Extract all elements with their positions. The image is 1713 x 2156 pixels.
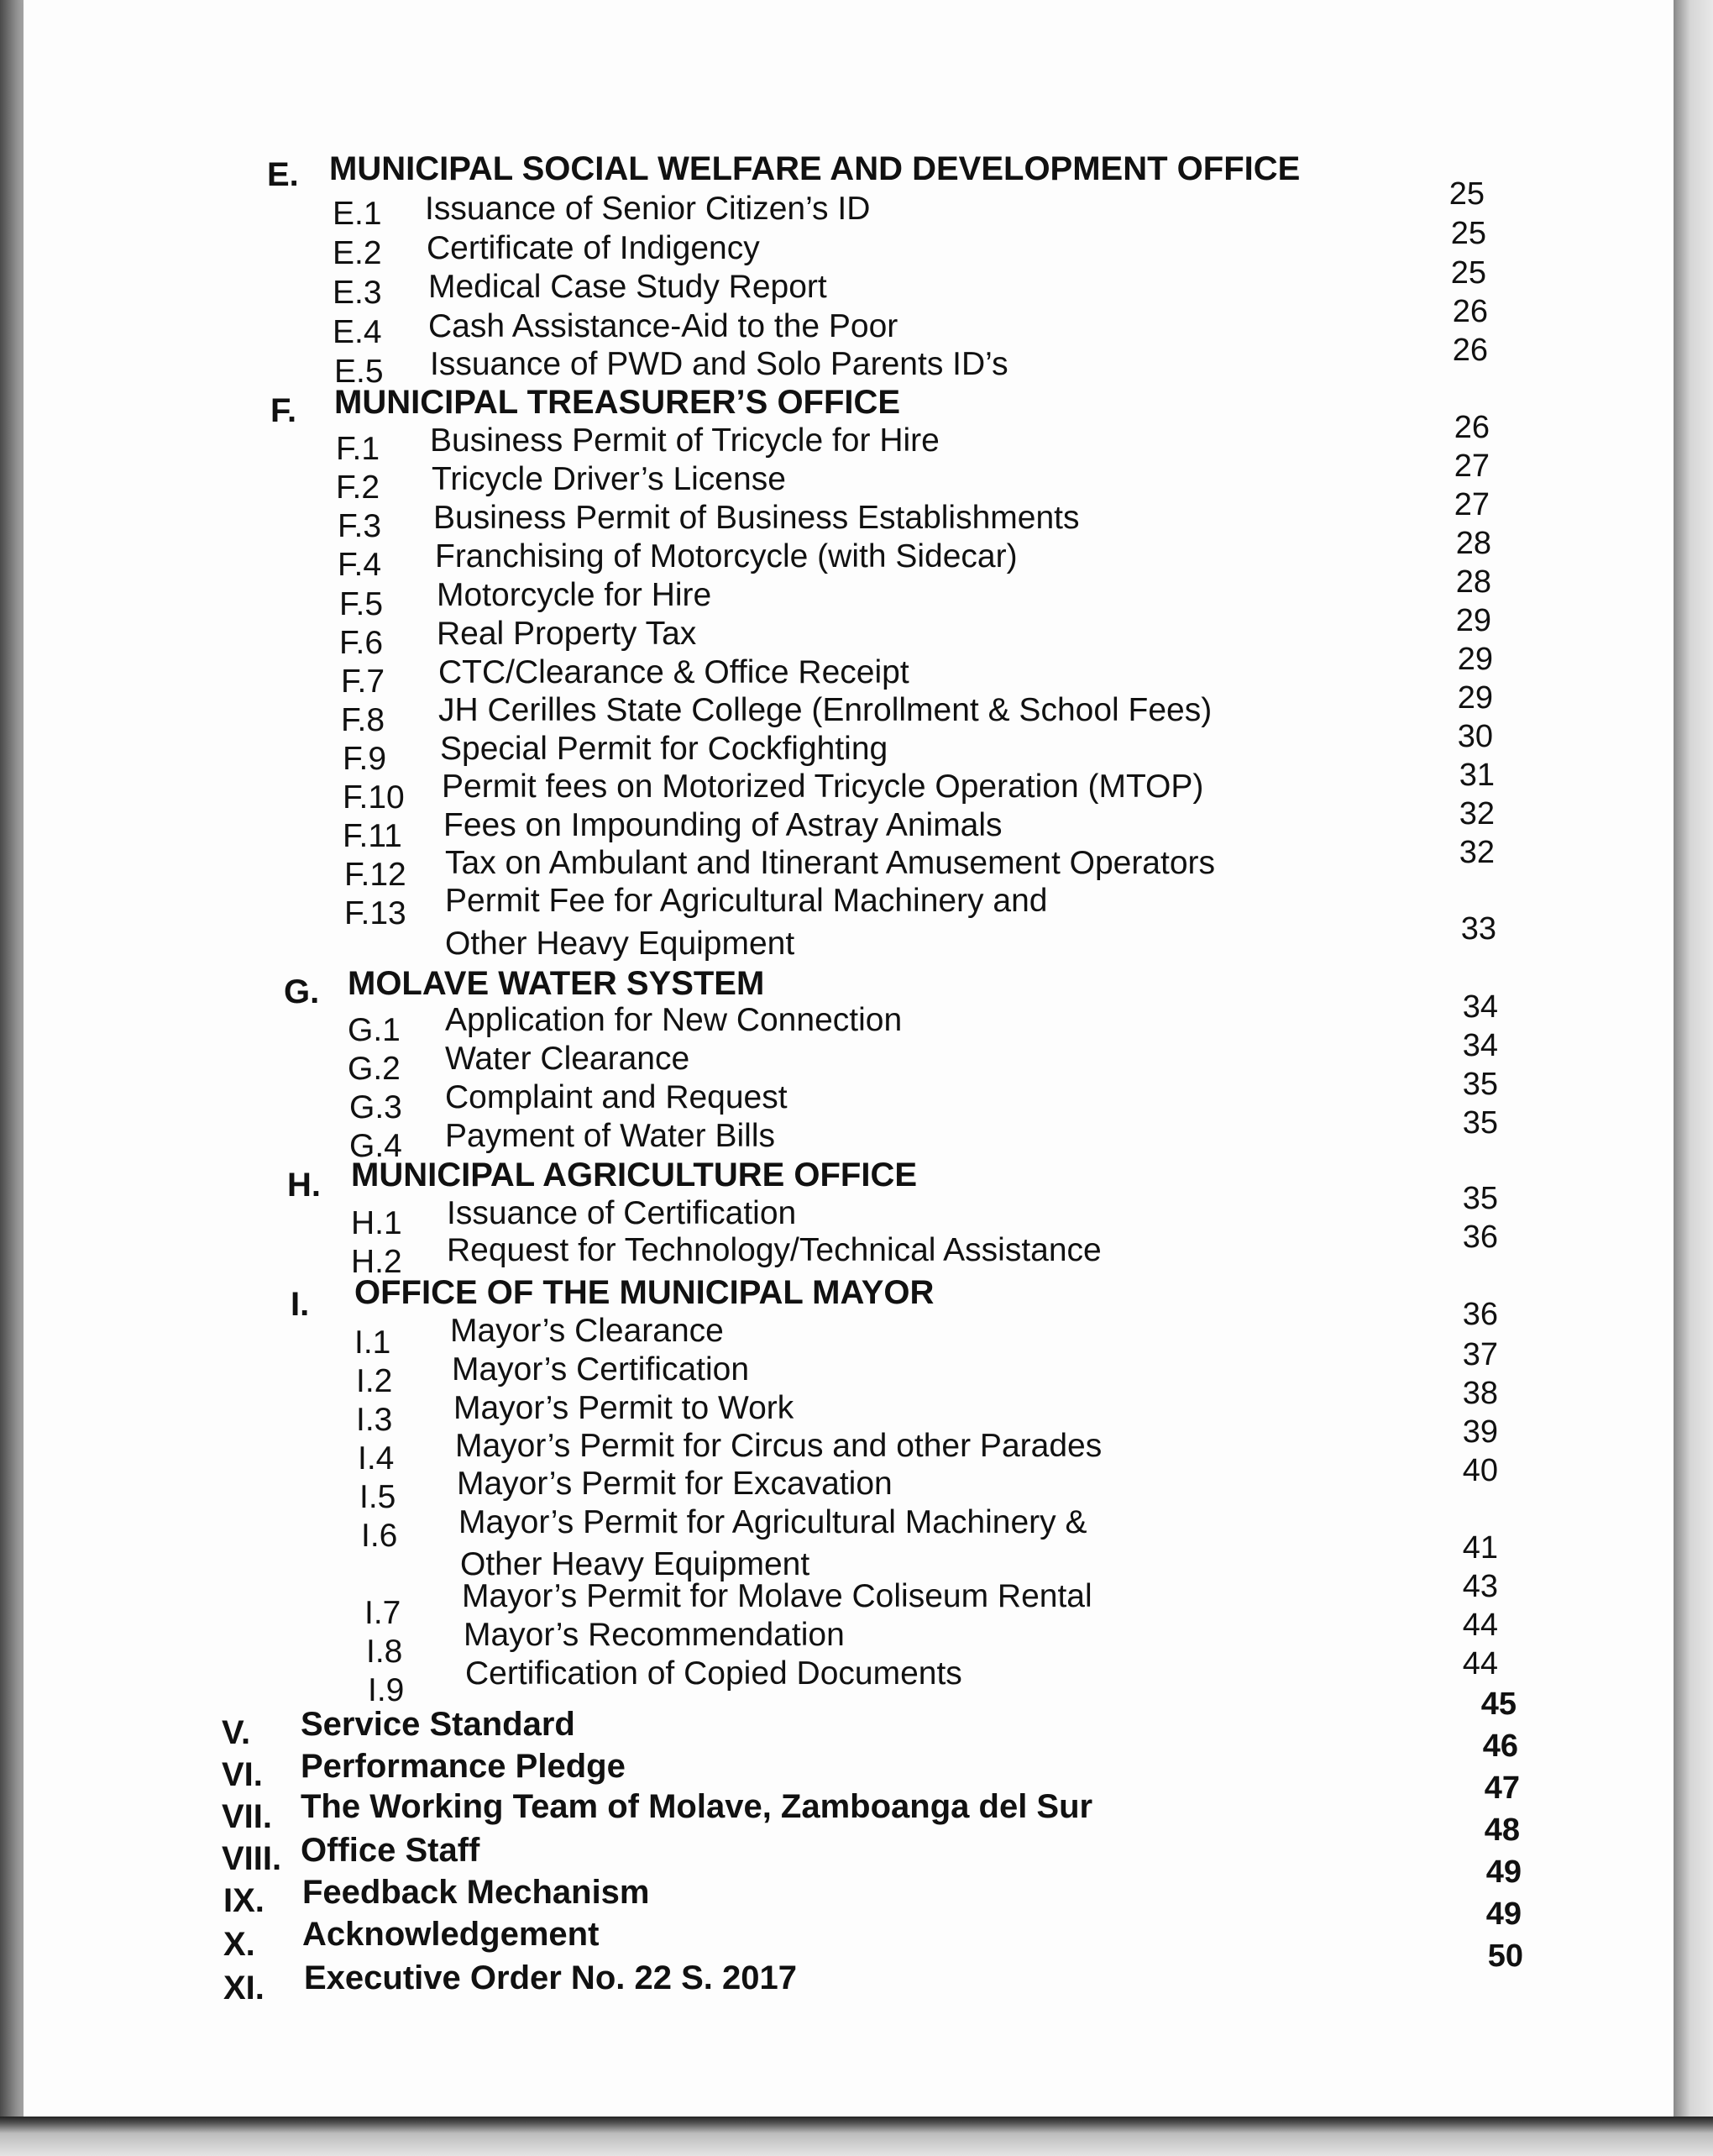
chapter-title: Service Standard: [301, 1706, 575, 1743]
item-code: F.9: [343, 741, 387, 777]
item-code: I.3: [356, 1402, 393, 1438]
item-label: Fees on Impounding of Astray Animals: [443, 807, 1003, 843]
section-title: MUNICIPAL TREASURER’S OFFICE: [334, 384, 901, 421]
item-label: Issuance of PWD and Solo Parents ID’s: [430, 346, 1008, 382]
page-number: 44: [1462, 1646, 1498, 1681]
chapter-numeral: V.: [222, 1714, 251, 1751]
chapter-title: The Working Team of Molave, Zamboanga del Sur: [301, 1788, 1093, 1825]
section-title: MUNICIPAL SOCIAL WELFARE AND DEVELOPMENT OFFICE: [329, 150, 1301, 187]
item-label: Real Property Tax: [437, 616, 697, 652]
item-code: F.13: [344, 895, 406, 931]
page-number: 34: [1462, 1028, 1498, 1063]
chapter-numeral: VII.: [222, 1798, 273, 1835]
page-shadow: [1674, 0, 1713, 2129]
page-number: 32: [1459, 835, 1495, 870]
page-number: 44: [1462, 1608, 1498, 1643]
item-code: I.9: [368, 1672, 405, 1708]
section-title: MOLAVE WATER SYSTEM: [348, 965, 765, 1002]
chapter-title: Feedback Mechanism: [302, 1874, 650, 1911]
section-title: OFFICE OF THE MUNICIPAL MAYOR: [354, 1274, 935, 1311]
chapter-numeral: IX.: [223, 1882, 265, 1919]
page-number: 25: [1448, 176, 1485, 212]
item-label: Certificate of Indigency: [427, 230, 760, 266]
page-number: 36: [1462, 1297, 1498, 1332]
page-number: 32: [1459, 796, 1495, 831]
page-number: 29: [1457, 642, 1493, 677]
page-number: 35: [1462, 1105, 1498, 1141]
item-label: Mayor’s Permit for Molave Coliseum Rental: [462, 1578, 1092, 1614]
item-code: F.7: [341, 664, 385, 700]
item-label: Mayor’s Permit for Agricultural Machinery &: [458, 1504, 1087, 1540]
item-label: Complaint and Request: [445, 1079, 788, 1115]
chapter-numeral: VI.: [222, 1756, 263, 1793]
item-code: F.5: [339, 586, 384, 622]
item-label: Mayor’s Clearance: [450, 1313, 724, 1349]
page-number: 26: [1452, 333, 1488, 368]
page-number: 29: [1457, 680, 1493, 716]
item-label: Certification of Copied Documents: [465, 1655, 962, 1692]
item-code: I.6: [361, 1518, 398, 1554]
item-label: Mayor’s Certification: [452, 1351, 750, 1387]
page-number: 38: [1462, 1376, 1498, 1411]
page-number: 49: [1485, 1854, 1522, 1890]
page-number: 27: [1454, 449, 1490, 484]
page-number: 49: [1485, 1896, 1522, 1932]
chapter-title: Office Staff: [301, 1832, 480, 1869]
item-code: F.6: [339, 625, 384, 661]
page-number: 50: [1487, 1938, 1523, 1974]
item-label: Special Permit for Cockfighting: [440, 731, 888, 767]
page-number: 31: [1459, 758, 1495, 793]
page-number: 29: [1455, 603, 1491, 638]
chapter-title: Acknowledgement: [302, 1916, 600, 1953]
page-number: 25: [1450, 255, 1486, 291]
page-number: 48: [1484, 1812, 1520, 1848]
toc-page: [24, 0, 1674, 2129]
item-code: F.4: [338, 547, 382, 583]
section-title: MUNICIPAL AGRICULTURE OFFICE: [351, 1157, 918, 1193]
section-letter: E.: [267, 156, 299, 193]
item-code: E.1: [333, 196, 382, 232]
page-number: 25: [1450, 216, 1486, 251]
item-label: Tricycle Driver’s License: [432, 461, 786, 497]
page-number: 37: [1462, 1337, 1498, 1372]
item-code: G.4: [349, 1128, 402, 1164]
item-label: Issuance of Senior Citizen’s ID: [425, 191, 871, 227]
page-number: 36: [1462, 1220, 1498, 1255]
item-code: I.2: [356, 1363, 393, 1399]
item-code: I.7: [364, 1595, 401, 1631]
page-number: 45: [1480, 1687, 1517, 1722]
item-label: Mayor’s Permit for Circus and other Parades: [455, 1428, 1103, 1464]
item-code: H.2: [351, 1244, 402, 1280]
page-number: 28: [1455, 526, 1491, 561]
item-label: Mayor’s Recommendation: [464, 1617, 845, 1653]
item-code: I.8: [366, 1634, 403, 1670]
chapter-numeral: XI.: [223, 1970, 265, 2006]
item-label: Application for New Connection: [445, 1002, 903, 1038]
item-code: F.2: [336, 469, 380, 506]
item-label: Cash Assistance-Aid to the Poor: [428, 308, 898, 344]
page-number: 26: [1452, 294, 1488, 329]
page-number: 35: [1462, 1067, 1498, 1102]
item-label: Permit fees on Motorized Tricycle Operation (MTOP): [442, 769, 1204, 805]
item-code: G.2: [348, 1051, 401, 1087]
item-label: Mayor’s Permit for Excavation: [457, 1466, 893, 1502]
page-number: 46: [1482, 1728, 1518, 1764]
page-number: 39: [1462, 1414, 1498, 1450]
item-code: F.12: [344, 857, 406, 893]
item-code: I.1: [354, 1325, 391, 1361]
item-code: E.3: [333, 275, 382, 311]
page-number: 35: [1462, 1181, 1498, 1216]
item-code: F.11: [343, 818, 402, 854]
item-code: I.4: [358, 1440, 395, 1477]
item-label: Permit Fee for Agricultural Machinery and: [445, 883, 1048, 919]
page-number: 26: [1454, 410, 1490, 445]
item-label: Medical Case Study Report: [428, 269, 827, 305]
item-label: Business Permit of Tricycle for Hire: [430, 422, 940, 459]
chapter-numeral: VIII.: [222, 1840, 282, 1877]
item-label: CTC/Clearance & Office Receipt: [438, 654, 909, 690]
item-code: E.2: [333, 235, 382, 271]
page-number: 33: [1460, 911, 1496, 947]
item-code: E.4: [333, 314, 382, 350]
item-label: Tax on Ambulant and Itinerant Amusement Operators: [445, 845, 1216, 881]
page-number: 43: [1462, 1569, 1498, 1604]
item-code: F.8: [341, 702, 385, 738]
item-code: G.3: [349, 1089, 402, 1125]
page-number: 47: [1484, 1770, 1520, 1806]
item-label: JH Cerilles State College (Enrollment & School Fees): [438, 692, 1213, 728]
item-label: Business Permit of Business Establishments: [433, 500, 1080, 536]
item-code: F.10: [343, 779, 405, 816]
page-number: 27: [1454, 487, 1490, 522]
item-label: Request for Technology/Technical Assistance: [447, 1232, 1102, 1268]
page-number: 28: [1455, 564, 1491, 600]
item-label: Franchising of Motorcycle (with Sidecar): [435, 538, 1018, 574]
section-letter: H.: [287, 1167, 321, 1204]
chapter-title: Performance Pledge: [301, 1748, 626, 1785]
section-letter: I.: [291, 1286, 310, 1323]
item-label: Motorcycle for Hire: [437, 577, 712, 613]
item-code: I.5: [359, 1479, 396, 1515]
item-code: G.1: [348, 1012, 401, 1048]
item-code: E.5: [334, 354, 384, 390]
page-number: 34: [1462, 989, 1498, 1025]
section-letter: F.: [270, 392, 297, 429]
page-bottom-edge: [0, 2117, 1713, 2156]
item-label-continued: Other Heavy Equipment: [460, 1546, 810, 1582]
page-number: 40: [1462, 1453, 1498, 1488]
item-label: Issuance of Certification: [447, 1195, 797, 1231]
item-label: Mayor’s Permit to Work: [453, 1390, 794, 1426]
page-number: 41: [1462, 1530, 1498, 1566]
page-number: 30: [1457, 719, 1493, 754]
section-letter: G.: [284, 973, 320, 1010]
item-code: F.1: [336, 431, 380, 467]
chapter-title: Executive Order No. 22 S. 2017: [304, 1959, 797, 1996]
item-code: F.3: [338, 508, 382, 544]
item-label-continued: Other Heavy Equipment: [445, 926, 795, 962]
item-label: Payment of Water Bills: [445, 1118, 776, 1154]
item-label: Water Clearance: [445, 1041, 690, 1077]
chapter-numeral: X.: [223, 1926, 255, 1963]
item-code: H.1: [351, 1205, 402, 1241]
